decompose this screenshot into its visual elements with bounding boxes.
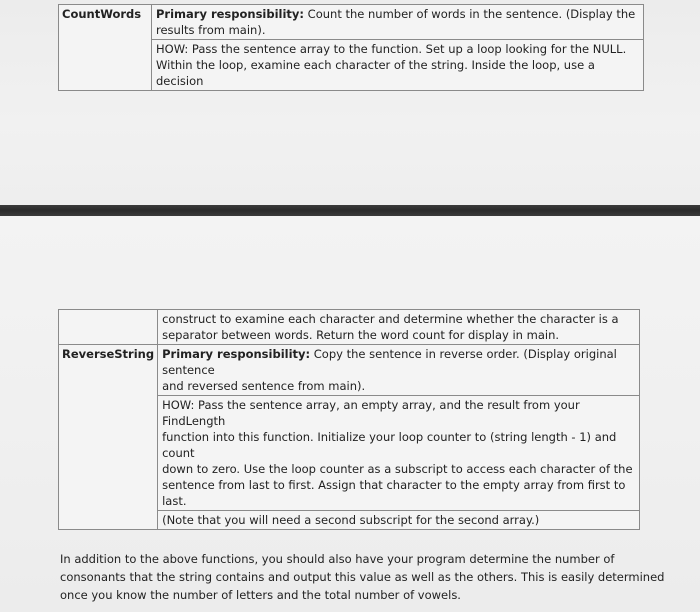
- text-line: HOW: Pass the sentence array to the function. Set up a loop looking for the NULL.: [156, 42, 627, 56]
- footer-paragraph: [60, 550, 665, 604]
- text-line: HOW: Pass the sentence array, an empty array, and the result from your FindLength: [162, 398, 580, 428]
- text-line: function into this function. Initialize your loop counter to (string length - 1) and count: [162, 430, 617, 460]
- reverse-string-table: [58, 309, 640, 530]
- responsibility-label: Primary responsibility:: [156, 7, 305, 21]
- how-paragraph: [152, 40, 643, 90]
- text-line: once you know the number of letters and the total number of vowels.: [60, 588, 461, 602]
- text-line: In addition to the above functions, you should also have your program determine the number of: [60, 552, 615, 566]
- responsibility-paragraph: [158, 345, 639, 396]
- responsibility-paragraph: [152, 5, 643, 40]
- text-line: construct to examine each character and determine whether the character is a: [162, 312, 619, 326]
- how-paragraph: [158, 396, 639, 511]
- text-line: [162, 346, 635, 378]
- text-line: sentence from last to first. Assign that character to the empty array from first to last.: [162, 478, 626, 508]
- function-name-cell: [59, 5, 152, 91]
- text-line: [156, 6, 639, 22]
- text-line: Within the loop, examine each character of the string. Inside the loop, use a decision: [156, 58, 595, 88]
- function-name-cell: [59, 310, 158, 345]
- note-paragraph: [158, 511, 639, 529]
- text-line: results from main).: [156, 23, 266, 37]
- text-line: down to zero. Use the loop counter as a subscript to access each character of the: [162, 462, 633, 476]
- description-cell: [158, 310, 640, 345]
- text-line: separator between words. Return the word count for display in main.: [162, 328, 560, 342]
- table-row: [59, 5, 644, 91]
- page-gap-divider: [0, 205, 700, 216]
- document-page-top: [0, 0, 700, 205]
- text-line: consonants that the string contains and output this value as well as the others. This is easily determined: [60, 570, 665, 584]
- description-cell: [152, 5, 644, 91]
- text-line: and reversed sentence from main).: [162, 379, 366, 393]
- count-words-table: [58, 4, 644, 91]
- responsibility-label: Primary responsibility:: [162, 347, 311, 361]
- function-name-cell: [59, 345, 158, 530]
- table-row: [59, 345, 640, 530]
- text-line: Count the number of words in the sentence. (Display the: [304, 7, 636, 21]
- text-line: Copy the sentence in reverse order. (Display original sentence: [162, 347, 617, 377]
- continuation-paragraph: [158, 310, 639, 344]
- table-row: [59, 310, 640, 345]
- function-name: ReverseString: [62, 347, 155, 361]
- description-cell: [158, 345, 640, 530]
- function-name: CountWords: [62, 7, 142, 21]
- text-line: (Note that you will need a second subscript for the second array.): [162, 513, 540, 527]
